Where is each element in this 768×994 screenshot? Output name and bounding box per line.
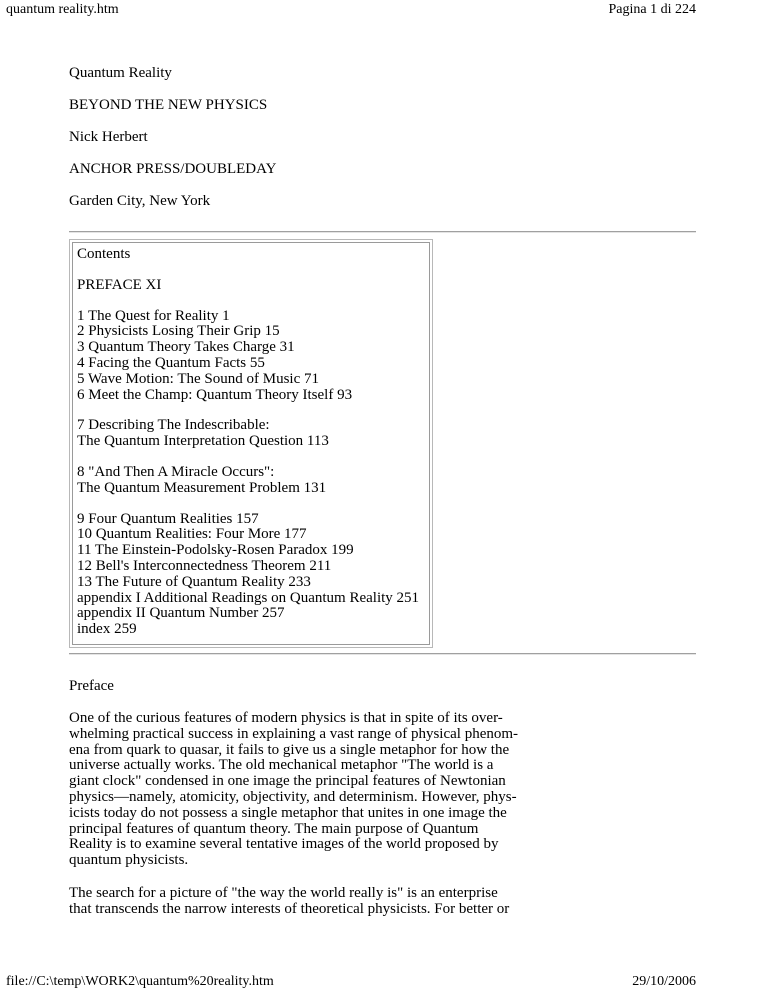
preface-paragraph-1 [69,711,669,869]
text-line: ena from quark to quasar, it fails to give us a single metaphor for how the [69,741,510,758]
contents-table [69,239,433,648]
text-line: The search for a picture of "the way the world really is" is an enterprise [69,885,498,901]
footer-date: 29/10/2006 [632,974,696,989]
toc-item: 2 Physicists Losing Their Grip 15 [77,323,280,340]
header-page-info: Pagina 1 di 224 [608,2,696,17]
toc-item: 4 Facing the Quantum Facts 55 [77,354,265,371]
toc-item: 5 Wave Motion: The Sound of Music 71 [77,370,319,387]
text-line: principal features of quantum theory. The main purpose of Quantum [69,820,479,837]
toc-item: The Quantum Measurement Problem 131 [77,479,327,496]
text-line: quantum physicists. [69,852,189,869]
footer-file-path: file://C:\temp\WORK2\quantum%20reality.htm [6,974,274,989]
toc-item: 9 Four Quantum Realities 157 [77,510,259,527]
contents-preface: PREFACE XI [77,276,162,293]
text-line: icists today do not possess a single metaphor that unites in one image the [69,804,507,821]
contents-heading: Contents [77,246,131,262]
toc-item: 11 The Einstein-Podolsky-Rosen Paradox 199 [77,542,354,559]
book-place: Garden City, New York [69,193,211,209]
text-line: One of the curious features of modern physics is that in spite of its over- [69,710,503,726]
toc-item: 6 Meet the Champ: Quantum Theory Itself 93 [77,386,353,403]
toc-item: 12 Bell's Interconnectedness Theorem 211 [77,557,332,574]
preface-heading: Preface [69,678,114,694]
toc-item: 7 Describing The Indescribable: [77,417,270,434]
text-line: Reality is to examine several tentative images of the world proposed by [69,836,499,853]
preface-paragraph-2 [69,886,669,918]
toc-item: index 259 [77,621,137,638]
book-publisher: ANCHOR PRESS/DOUBLEDAY [69,161,277,177]
contents-cell [72,242,430,645]
toc-item: 10 Quantum Realities: Four More 177 [77,526,307,543]
text-line: whelming practical success in explaining a vast range of physical phenom- [69,725,519,742]
header-file-title: quantum reality.htm [6,2,119,17]
book-title: Quantum Reality [69,65,172,81]
bottom-divider [69,653,696,655]
toc-item: The Quantum Interpretation Question 113 [77,433,329,450]
text-line: physics—namely, atomicity, objectivity, and determinism. However, phys- [69,788,517,805]
text-line: giant clock" condensed in one image the principal features of Newtonian [69,773,506,790]
toc-item: appendix I Additional Readings on Quantum Reality 251 [77,589,420,606]
book-author: Nick Herbert [69,129,148,145]
text-line: that transcends the narrow interests of theoretical physicists. For better or [69,900,510,917]
toc-item: appendix II Quantum Number 257 [77,605,285,622]
toc-item: 1 The Quest for Reality 1 [77,307,230,324]
text-line: universe actually works. The old mechanical metaphor "The world is a [69,757,494,774]
toc-item: 3 Quantum Theory Takes Charge 31 [77,339,295,356]
book-subtitle: BEYOND THE NEW PHYSICS [69,97,268,113]
toc-item: 13 The Future of Quantum Reality 233 [77,573,311,590]
toc-item: 8 "And Then A Miracle Occurs": [77,463,275,480]
top-divider [69,231,696,233]
